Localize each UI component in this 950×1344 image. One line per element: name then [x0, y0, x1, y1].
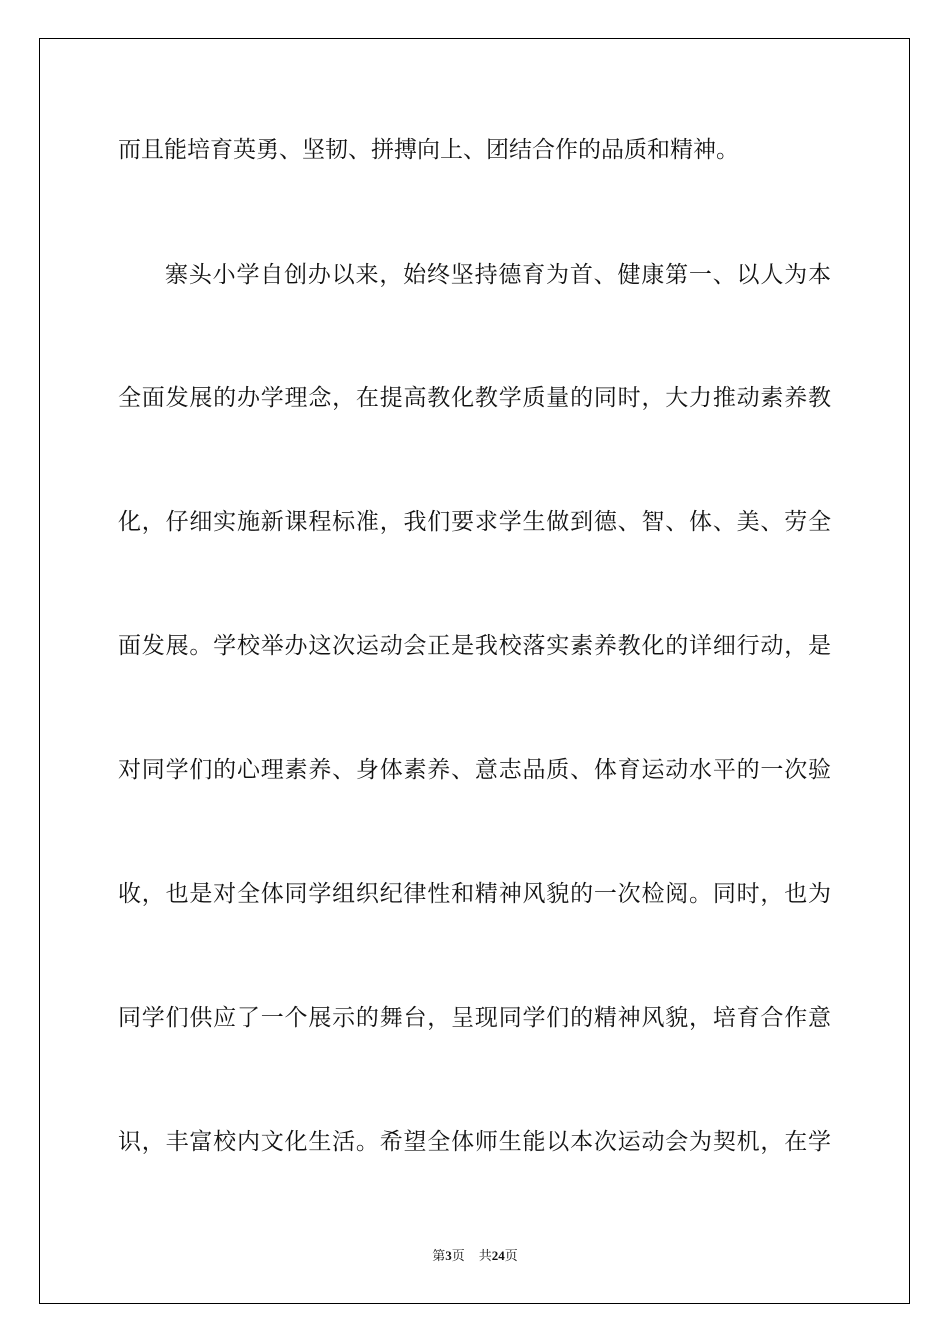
text-line-3: 全面发展的办学理念，在提高教化教学质量的同时，大力推动素养教	[118, 385, 831, 411]
total-pages: 24	[491, 1248, 505, 1263]
text-line-2: 寨头小学自创办以来，始终坚持德育为首、健康第一、以人为本	[165, 262, 831, 288]
total-suffix: 页	[504, 1249, 518, 1264]
page-border	[39, 38, 910, 1304]
text-line-7: 收，也是对全体同学组织纪律性和精神风貌的一次检阅。同时，也为	[118, 881, 831, 907]
text-line-4: 化，仔细实施新课程标准，我们要求学生做到德、智、体、美、劳全	[118, 509, 831, 535]
page-footer	[0, 1246, 950, 1267]
page-prefix: 第	[432, 1249, 446, 1264]
text-line-1: 而且能培育英勇、坚韧、拼搏向上、团结合作的品质和精神。	[118, 137, 739, 163]
text-line-9: 识，丰富校内文化生活。希望全体师生能以本次运动会为契机，在学	[118, 1129, 831, 1155]
text-line-5: 面发展。学校举办这次运动会正是我校落实素养教化的详细行动，是	[118, 633, 831, 659]
text-line-6: 对同学们的心理素养、身体素养、意志品质、体育运动水平的一次验	[118, 757, 831, 783]
text-line-8: 同学们供应了一个展示的舞台，呈现同学们的精神风貌，培育合作意	[118, 1005, 831, 1031]
total-prefix: 共	[478, 1249, 492, 1264]
page-number: 3	[445, 1248, 452, 1263]
page-suffix: 页	[451, 1249, 465, 1264]
